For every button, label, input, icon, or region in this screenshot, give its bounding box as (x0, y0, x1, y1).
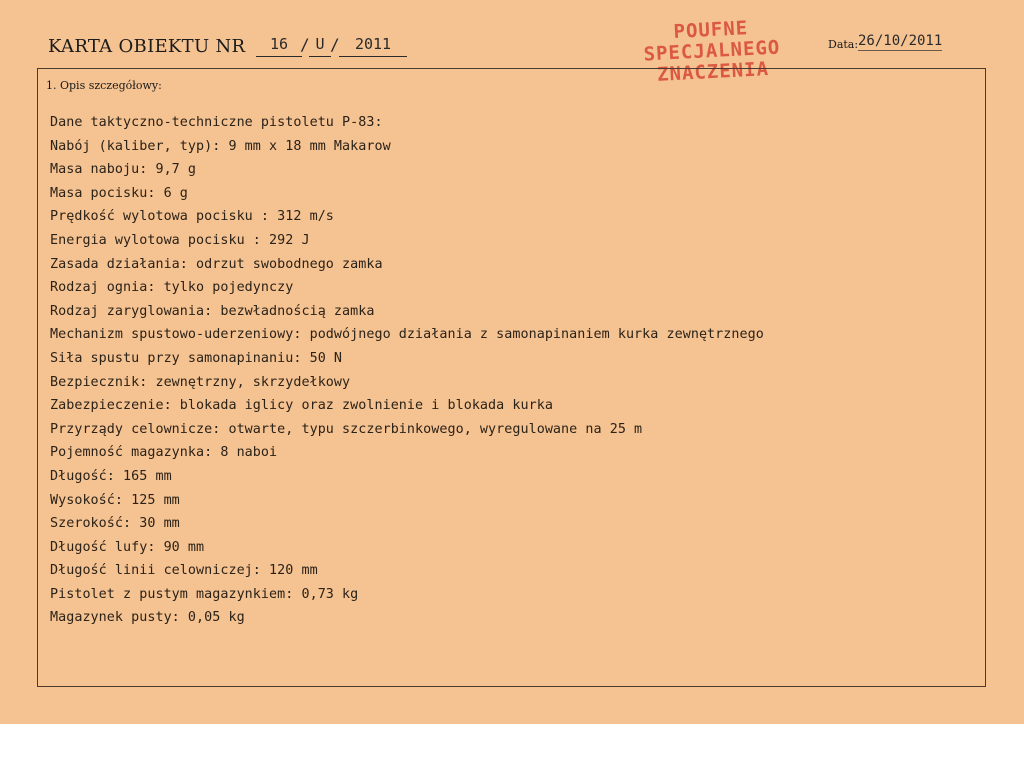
spec-line: Rodzaj zaryglowania: bezwładnością zamka (50, 303, 375, 319)
spec-line: Długość: 165 mm (50, 468, 172, 484)
spec-line: Prędkość wylotowa pocisku : 312 m/s (50, 209, 334, 225)
object-number-part-1: 16 (256, 34, 302, 57)
stamp-line-1: POUFNE (673, 17, 749, 43)
spec-line: Długość linii celowniczej: 120 mm (50, 563, 318, 579)
date-value: 26/10/2011 (858, 33, 943, 49)
spec-line: Szerokość: 30 mm (50, 516, 180, 532)
spec-line: Bezpiecznik: zewnętrzny, skrzydełkowy (50, 374, 351, 390)
spec-line: Magazynek pusty: 0,05 kg (50, 610, 245, 626)
spec-line: Wysokość: 125 mm (50, 492, 180, 508)
spec-line: Pojemność magazynka: 8 naboi (50, 445, 278, 461)
spec-line: Rodzaj ognia: tylko pojedynczy (50, 280, 294, 296)
spec-line: Dane taktyczno-techniczne pistoletu P-83: (50, 115, 383, 130)
section-heading: 1. Opis szczegółowy: (46, 79, 162, 92)
object-number-part-3: 2011 (339, 34, 407, 57)
spec-line: Zabezpieczenie: blokada iglicy oraz zwolnienie i blokada kurka (50, 398, 553, 414)
spec-line: Pistolet z pustym magazynkiem: 0,73 kg (50, 586, 359, 602)
object-number-part-2: U (309, 34, 331, 57)
number-separator-2: / (330, 35, 340, 54)
spec-line: Mechanizm spustowo-uderzeniowy: podwójnego działania z samonapinaniem kurka zewnętrznego (50, 327, 764, 343)
spec-line: Długość lufy: 90 mm (50, 539, 205, 555)
spec-line: Zasada działania: odrzut swobodnego zamka (50, 256, 383, 272)
spec-line: Przyrządy celownicze: otwarte, typu szczerbinkowego, wyregulowane na 25 m (50, 421, 643, 437)
stamp-line-3: ZNACZENIA (656, 58, 770, 86)
number-separator-1: / (300, 35, 310, 54)
spec-line: Nabój (kaliber, typ): 9 mm x 18 mm Makarow (50, 138, 391, 154)
details-section (37, 68, 986, 687)
spec-line: Masa naboju: 9,7 g (50, 162, 197, 178)
spec-list (50, 111, 764, 630)
stamp-line-2: SPECJALNEGO (643, 36, 781, 66)
date-label: Data: (828, 38, 859, 51)
spec-line: Energia wylotowa pocisku : 292 J (50, 232, 310, 248)
spec-line: Masa pocisku: 6 g (50, 185, 188, 201)
spec-line: Siła spustu przy samonapinaniu: 50 N (50, 350, 343, 366)
card-title: KARTA OBIEKTU NR (48, 36, 246, 57)
